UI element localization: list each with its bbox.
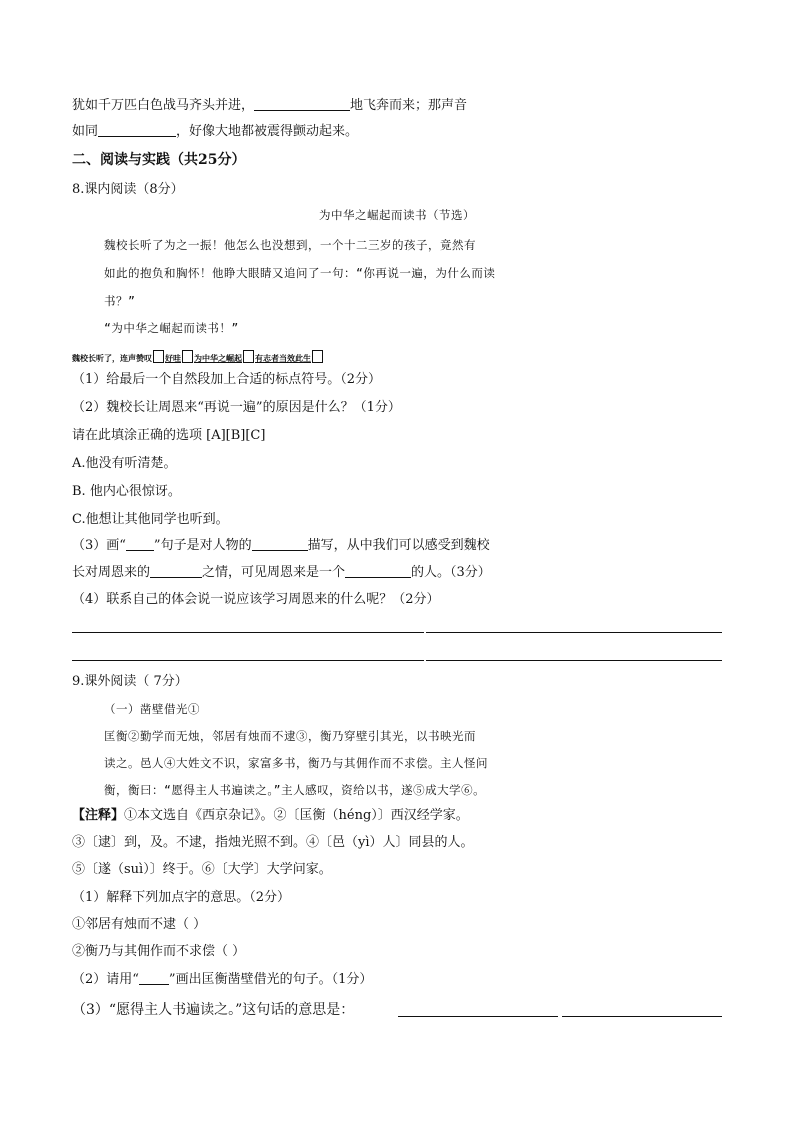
text-segment: 长对周恩来的: [72, 565, 151, 580]
text-segment: ，好像大地都被震得颤动起来。: [176, 124, 359, 139]
q8-passage-line: 如此的抱负和胸怀！他睁大眼睛又追问了一句：“你再说一遍，为什么而读: [104, 266, 496, 280]
options-hint[interactable]: 请在此填涂正确的选项 [A][B][C]: [72, 428, 266, 443]
answer-blank[interactable]: [252, 536, 308, 551]
q9-passage-title: （一）凿壁借光①: [104, 702, 200, 716]
text-segment: 魏校长听了，连声赞叹: [72, 354, 152, 363]
q8-sub3-line1: [72, 536, 490, 556]
text-segment: 好哇: [165, 354, 181, 363]
answer-line[interactable]: [426, 660, 722, 661]
q9-note1: [72, 806, 469, 826]
answer-blank[interactable]: [126, 536, 154, 551]
text-segment: 如同: [72, 124, 99, 139]
option-b[interactable]: B. 他内心很惊讶。: [72, 484, 181, 499]
q8-passage-line: 魏校长听了为之一振！他怎么也没想到，一个十二三岁的孩子，竟然有: [104, 238, 476, 252]
answer-blank[interactable]: [139, 970, 169, 985]
punctuation-box[interactable]: [243, 350, 254, 363]
punctuation-box[interactable]: [153, 350, 164, 363]
q8-passage-title: 为中华之崛起而读书（节选）: [319, 208, 475, 222]
q9-note2: ③〔逮〕到，及。不逮，指烛光照不到。④〔邑（yì）人〕同县的人。: [72, 835, 474, 850]
text-segment: 有志者当效此生: [255, 354, 311, 363]
text-segment: 描写，从中我们可以感受到魏校: [307, 538, 490, 553]
text-segment: （3）画“: [72, 538, 126, 553]
q8-sub3-line2: [72, 563, 491, 583]
q8-sub1: （1）给最后一个自然段加上合适的标点符号。（2分）: [72, 372, 382, 387]
q8-passage-line: 书？”: [104, 294, 136, 308]
answer-blank[interactable]: [150, 563, 202, 578]
text-segment: ”句子是对人物的: [153, 538, 252, 553]
text-segment: 犹如千万匹白色战马齐头并进，: [72, 98, 255, 113]
q9-sub1: （1）解释下列加点字的意思。（2分）: [72, 890, 291, 905]
answer-blank[interactable]: [345, 563, 411, 578]
q8-sub4: （4）联系自己的体会说一说应该学习周恩来的什么呢？（2分）: [72, 592, 440, 607]
text-line-2: [72, 122, 358, 142]
option-c[interactable]: C.他想让其他同学也听到。: [72, 512, 229, 527]
punctuation-box[interactable]: [182, 350, 193, 363]
answer-blank[interactable]: [254, 96, 350, 111]
text-segment: ①本文选自《西京杂记》。②〔匡衡（héng）〕西汉经学家。: [124, 808, 469, 823]
text-segment: （3）“愿得主人书遍读之。”这句话的意思是：: [72, 1002, 355, 1018]
text-segment: 之情，可见周恩来是一个: [202, 565, 346, 580]
q9-passage-line: 匡衡②勤学而无烛，邻居有烛而不逮③，衡乃穿壁引其光，以书映光而: [104, 729, 476, 743]
q9-sub3: [72, 1000, 354, 1020]
q9-passage-line: 衡，衡曰：“愿得主人书遍读之。”主人感叹，资给以书，遂⑤成大学⑥。: [104, 783, 486, 797]
q9-note3: ⑤〔遂（suì）〕终于。⑥〔大学〕大学问家。: [72, 862, 332, 877]
answer-line[interactable]: [72, 660, 424, 661]
q9-sub1-b[interactable]: ②衡乃与其佣作而不求偿（ ）: [72, 944, 246, 959]
text-line-1: [72, 96, 467, 116]
option-a[interactable]: A.他没有听清楚。: [72, 456, 177, 471]
answer-line[interactable]: [562, 1016, 722, 1017]
q9-passage-line: 读之。邑人④大姓文不识，家富多书，衡乃与其佣作而不求偿。主人怪问: [104, 756, 488, 770]
punctuation-box[interactable]: [312, 350, 323, 363]
answer-line[interactable]: [426, 632, 722, 633]
q9-sub2: [72, 970, 372, 990]
text-segment: 的人。（3分）: [411, 565, 491, 580]
answer-blank[interactable]: [98, 122, 176, 137]
q9-sub1-a[interactable]: ①邻居有烛而不逮（ ）: [72, 917, 207, 932]
text-segment: 地飞奔而来；那声音: [350, 98, 468, 113]
q9-label: 9.课外阅读（ 7分）: [72, 674, 188, 689]
q8-label: 8.课内阅读（8分）: [72, 182, 184, 197]
text-segment: （2）请用“: [72, 972, 139, 987]
note-tag: 【注释】: [72, 808, 125, 823]
answer-line[interactable]: [398, 1016, 558, 1017]
text-segment: 为中华之崛起: [194, 354, 242, 363]
section-title: 二、阅读与实践（共25分）: [72, 152, 246, 168]
q8-punctuation-line: [72, 350, 324, 364]
q8-passage-line: “为中华之崛起而读书！”: [104, 321, 239, 335]
q8-sub2: （2）魏校长让周恩来“再说一遍”的原因是什么？（1分）: [72, 400, 401, 415]
text-segment: ”画出匡衡凿壁借光的句子。（1分）: [168, 972, 373, 987]
answer-line[interactable]: [72, 632, 424, 633]
